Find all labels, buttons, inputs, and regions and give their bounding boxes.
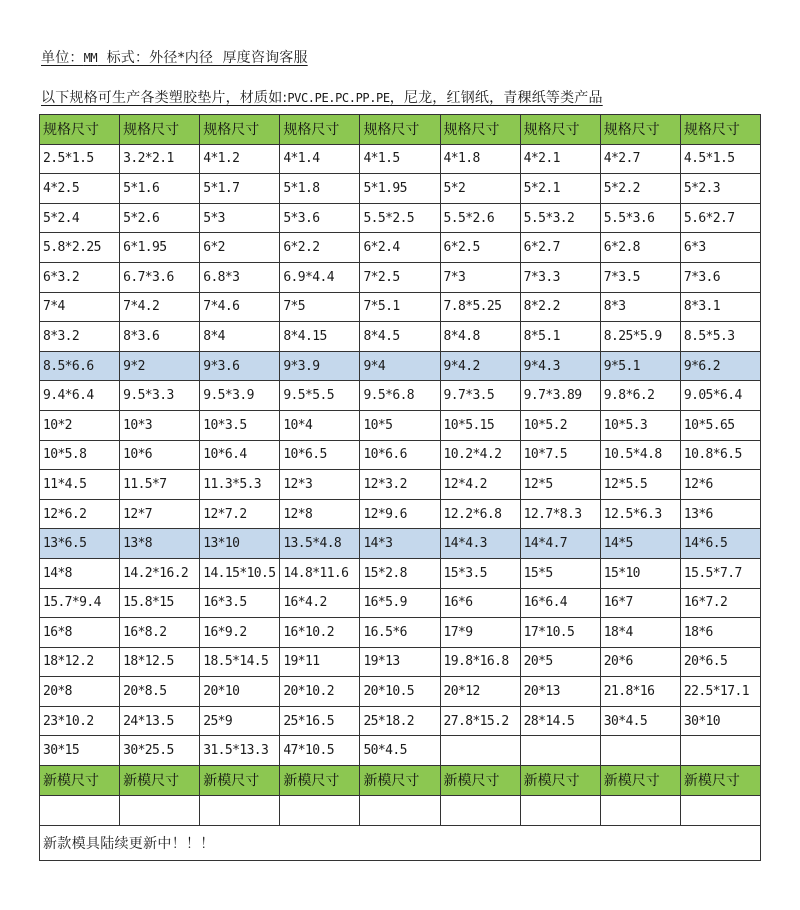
size-cell: 6*2.2 (280, 233, 360, 263)
size-cell: 8*4.15 (280, 322, 360, 352)
table-row (40, 647, 761, 677)
size-cell: 5.6*2.7 (680, 203, 760, 233)
size-cell: 30*15 (40, 736, 120, 766)
size-cell: 22.5*17.1 (680, 677, 760, 707)
size-cell: 20*8.5 (120, 677, 200, 707)
header-cell: 规格尺寸 (40, 115, 120, 145)
size-cell: 9.5*3.9 (200, 381, 280, 411)
size-cell: 6*2 (200, 233, 280, 263)
new-mold-row (40, 795, 761, 825)
size-cell: 25*16.5 (280, 706, 360, 736)
size-cell: 13*10 (200, 529, 280, 559)
table-row (40, 736, 761, 766)
size-cell: 30*25.5 (120, 736, 200, 766)
size-cell: 10*6.4 (200, 440, 280, 470)
header-cell: 规格尺寸 (200, 115, 280, 145)
size-cell: 14.15*10.5 (200, 558, 280, 588)
size-cell: 6*3.2 (40, 262, 120, 292)
size-cell: 50*4.5 (360, 736, 440, 766)
size-cell: 10.8*6.5 (680, 440, 760, 470)
size-cell: 20*12 (440, 677, 520, 707)
size-cell (680, 736, 760, 766)
table-row (40, 499, 761, 529)
table-row (40, 144, 761, 174)
size-cell: 6*1.95 (120, 233, 200, 263)
size-cell: 9.05*6.4 (680, 381, 760, 411)
size-cell: 20*10.5 (360, 677, 440, 707)
size-cell: 24*13.5 (120, 706, 200, 736)
size-cell: 4*2.5 (40, 174, 120, 204)
materials-list: PVC.PE.PC.PP.PE (287, 91, 390, 105)
size-cell: 12*8 (280, 499, 360, 529)
table-row (40, 677, 761, 707)
new-mold-header-cell: 新模尺寸 (600, 766, 680, 796)
size-cell: 9*4 (360, 351, 440, 381)
size-cell: 5*3 (200, 203, 280, 233)
size-cell: 7*5 (280, 292, 360, 322)
table-row (40, 322, 761, 352)
size-cell: 12*4.2 (440, 470, 520, 500)
size-cell: 30*10 (680, 706, 760, 736)
size-table-body (40, 115, 761, 861)
size-cell: 16*9.2 (200, 618, 280, 648)
size-cell: 7*4.2 (120, 292, 200, 322)
unit-note (41, 47, 308, 67)
new-mold-header-cell: 新模尺寸 (280, 766, 360, 796)
format-note: 标式：外径*内径 厚度咨询客服 (97, 50, 308, 66)
size-cell: 6*2.7 (520, 233, 600, 263)
new-mold-cell (280, 795, 360, 825)
size-cell: 15.5*7.7 (680, 558, 760, 588)
size-cell: 12*3.2 (360, 470, 440, 500)
size-cell: 5*2.6 (120, 203, 200, 233)
new-mold-header-cell: 新模尺寸 (120, 766, 200, 796)
size-cell: 18*4 (600, 618, 680, 648)
header-cell: 规格尺寸 (600, 115, 680, 145)
size-cell: 23*10.2 (40, 706, 120, 736)
size-cell: 11*4.5 (40, 470, 120, 500)
size-cell: 6.8*3 (200, 262, 280, 292)
size-cell: 7*4 (40, 292, 120, 322)
size-cell: 20*10 (200, 677, 280, 707)
size-cell: 6.7*3.6 (120, 262, 200, 292)
size-cell: 4*2.1 (520, 144, 600, 174)
size-cell: 11.5*7 (120, 470, 200, 500)
size-cell: 10*6.5 (280, 440, 360, 470)
size-cell: 7*4.6 (200, 292, 280, 322)
size-cell: 10*3 (120, 410, 200, 440)
table-row (40, 351, 761, 381)
new-mold-cell (200, 795, 280, 825)
table-row (40, 588, 761, 618)
size-cell: 5.5*2.5 (360, 203, 440, 233)
size-cell: 16*8.2 (120, 618, 200, 648)
new-mold-header-cell: 新模尺寸 (360, 766, 440, 796)
size-cell: 9.5*6.8 (360, 381, 440, 411)
size-cell: 10*5.15 (440, 410, 520, 440)
size-cell: 5.5*3.2 (520, 203, 600, 233)
size-cell: 12.5*6.3 (600, 499, 680, 529)
size-cell: 10*7.5 (520, 440, 600, 470)
size-cell: 5*2.3 (680, 174, 760, 204)
size-cell: 27.8*15.2 (440, 706, 520, 736)
size-cell: 20*5 (520, 647, 600, 677)
size-cell: 18.5*14.5 (200, 647, 280, 677)
size-cell (440, 736, 520, 766)
size-cell: 16*7 (600, 588, 680, 618)
size-cell: 4*1.2 (200, 144, 280, 174)
size-cell: 5*2.4 (40, 203, 120, 233)
materials-rest: ，尼龙，红钢纸，青稞纸等类产品 (389, 90, 603, 106)
size-cell: 9*4.2 (440, 351, 520, 381)
size-cell: 5.5*2.6 (440, 203, 520, 233)
size-cell: 15.7*9.4 (40, 588, 120, 618)
size-cell: 12.7*8.3 (520, 499, 600, 529)
size-cell: 4*2.7 (600, 144, 680, 174)
size-cell: 5.5*3.6 (600, 203, 680, 233)
size-cell: 12*7.2 (200, 499, 280, 529)
size-cell: 7*2.5 (360, 262, 440, 292)
size-cell: 5*1.7 (200, 174, 280, 204)
size-table (39, 114, 761, 861)
size-cell: 5*1.8 (280, 174, 360, 204)
size-cell: 16*5.9 (360, 588, 440, 618)
unit-prefix: 单位： (41, 50, 84, 66)
size-cell (600, 736, 680, 766)
size-cell: 9*3.6 (200, 351, 280, 381)
size-cell: 16*3.5 (200, 588, 280, 618)
size-cell: 10*4 (280, 410, 360, 440)
size-cell: 12*7 (120, 499, 200, 529)
size-cell: 16*6.4 (520, 588, 600, 618)
size-cell: 6.9*4.4 (280, 262, 360, 292)
size-cell: 16*10.2 (280, 618, 360, 648)
size-cell: 6*2.8 (600, 233, 680, 263)
size-cell: 8*4 (200, 322, 280, 352)
new-mold-header-cell: 新模尺寸 (520, 766, 600, 796)
size-cell: 12*5 (520, 470, 600, 500)
size-cell: 7*5.1 (360, 292, 440, 322)
unit-value: MM (83, 51, 98, 65)
header-cell: 规格尺寸 (360, 115, 440, 145)
table-row (40, 618, 761, 648)
size-cell: 9.7*3.5 (440, 381, 520, 411)
size-cell: 18*6 (680, 618, 760, 648)
size-cell: 10.5*4.8 (600, 440, 680, 470)
size-cell: 7.8*5.25 (440, 292, 520, 322)
size-cell: 7*3 (440, 262, 520, 292)
size-cell: 13.5*4.8 (280, 529, 360, 559)
size-cell: 10*5.8 (40, 440, 120, 470)
size-cell: 25*18.2 (360, 706, 440, 736)
size-cell: 8*4.5 (360, 322, 440, 352)
size-cell: 12*6.2 (40, 499, 120, 529)
size-cell: 20*8 (40, 677, 120, 707)
size-cell: 8*3.2 (40, 322, 120, 352)
header-cell: 规格尺寸 (520, 115, 600, 145)
size-cell: 14*6.5 (680, 529, 760, 559)
header-cell: 规格尺寸 (680, 115, 760, 145)
size-cell: 15.8*15 (120, 588, 200, 618)
size-cell: 6*2.5 (440, 233, 520, 263)
new-mold-header-cell: 新模尺寸 (440, 766, 520, 796)
size-cell: 9*3.9 (280, 351, 360, 381)
table-row (40, 558, 761, 588)
size-cell: 19.8*16.8 (440, 647, 520, 677)
size-cell: 21.8*16 (600, 677, 680, 707)
size-cell: 6*2.4 (360, 233, 440, 263)
size-cell: 17*10.5 (520, 618, 600, 648)
size-cell: 5*2.1 (520, 174, 600, 204)
size-cell: 8*3.6 (120, 322, 200, 352)
size-cell: 10*6.6 (360, 440, 440, 470)
size-cell: 9*6.2 (680, 351, 760, 381)
size-cell: 5*3.6 (280, 203, 360, 233)
size-cell: 10*5.2 (520, 410, 600, 440)
size-cell: 5*2 (440, 174, 520, 204)
size-cell: 9*5.1 (600, 351, 680, 381)
size-cell: 8*3 (600, 292, 680, 322)
table-row (40, 529, 761, 559)
size-cell: 4*1.4 (280, 144, 360, 174)
size-cell: 17*9 (440, 618, 520, 648)
size-cell: 12*5.5 (600, 470, 680, 500)
size-cell: 9.5*5.5 (280, 381, 360, 411)
size-cell: 11.3*5.3 (200, 470, 280, 500)
size-cell: 7*3.3 (520, 262, 600, 292)
new-mold-cell (520, 795, 600, 825)
size-cell: 16*4.2 (280, 588, 360, 618)
table-row (40, 706, 761, 736)
size-cell: 16*8 (40, 618, 120, 648)
size-cell: 20*13 (520, 677, 600, 707)
new-mold-cell (600, 795, 680, 825)
size-cell: 10*3.5 (200, 410, 280, 440)
table-row (40, 440, 761, 470)
table-row (40, 262, 761, 292)
size-cell: 30*4.5 (600, 706, 680, 736)
size-cell: 10.2*4.2 (440, 440, 520, 470)
size-cell: 8*3.1 (680, 292, 760, 322)
size-cell: 15*3.5 (440, 558, 520, 588)
size-cell: 47*10.5 (280, 736, 360, 766)
size-cell: 3.2*2.1 (120, 144, 200, 174)
size-cell: 12*3 (280, 470, 360, 500)
new-mold-cell (120, 795, 200, 825)
size-cell: 14*3 (360, 529, 440, 559)
size-cell: 8.5*5.3 (680, 322, 760, 352)
materials-note (41, 87, 603, 107)
size-cell: 5*1.6 (120, 174, 200, 204)
size-cell: 8.5*6.6 (40, 351, 120, 381)
size-cell: 8*4.8 (440, 322, 520, 352)
size-cell: 13*6 (680, 499, 760, 529)
header-cell: 规格尺寸 (440, 115, 520, 145)
size-cell: 31.5*13.3 (200, 736, 280, 766)
size-cell: 16.5*6 (360, 618, 440, 648)
size-cell: 20*6.5 (680, 647, 760, 677)
size-cell: 5*1.95 (360, 174, 440, 204)
size-cell: 14.2*16.2 (120, 558, 200, 588)
new-mold-cell (360, 795, 440, 825)
size-cell: 10*6 (120, 440, 200, 470)
new-mold-header-cell: 新模尺寸 (200, 766, 280, 796)
table-row (40, 410, 761, 440)
size-cell: 16*7.2 (680, 588, 760, 618)
size-cell: 9.5*3.3 (120, 381, 200, 411)
new-mold-header-cell: 新模尺寸 (680, 766, 760, 796)
size-cell: 25*9 (200, 706, 280, 736)
size-cell: 9.8*6.2 (600, 381, 680, 411)
header-cell: 规格尺寸 (120, 115, 200, 145)
size-cell: 8*2.2 (520, 292, 600, 322)
size-cell: 18*12.5 (120, 647, 200, 677)
new-mold-cell (40, 795, 120, 825)
size-cell: 10*5 (360, 410, 440, 440)
size-cell: 4*1.5 (360, 144, 440, 174)
size-cell: 28*14.5 (520, 706, 600, 736)
header-cell: 规格尺寸 (280, 115, 360, 145)
size-cell: 20*6 (600, 647, 680, 677)
size-cell: 14*4.7 (520, 529, 600, 559)
header-row (40, 115, 761, 145)
size-cell: 19*11 (280, 647, 360, 677)
size-cell: 14.8*11.6 (280, 558, 360, 588)
size-cell: 14*4.3 (440, 529, 520, 559)
size-cell: 5*2.2 (600, 174, 680, 204)
size-cell: 16*6 (440, 588, 520, 618)
size-cell: 9*2 (120, 351, 200, 381)
table-row (40, 203, 761, 233)
size-cell: 2.5*1.5 (40, 144, 120, 174)
size-cell: 14*8 (40, 558, 120, 588)
size-cell: 13*8 (120, 529, 200, 559)
new-mold-cell (680, 795, 760, 825)
size-cell: 7*3.6 (680, 262, 760, 292)
footer-row (40, 825, 761, 860)
size-cell: 15*2.8 (360, 558, 440, 588)
size-cell: 15*5 (520, 558, 600, 588)
size-cell: 7*3.5 (600, 262, 680, 292)
size-cell: 10*5.65 (680, 410, 760, 440)
size-cell: 8.25*5.9 (600, 322, 680, 352)
size-cell: 9.4*6.4 (40, 381, 120, 411)
size-cell: 4*1.8 (440, 144, 520, 174)
new-mold-header-row (40, 766, 761, 796)
size-cell: 12*6 (680, 470, 760, 500)
table-row (40, 174, 761, 204)
size-cell: 12*9.6 (360, 499, 440, 529)
new-mold-cell (440, 795, 520, 825)
table-row (40, 381, 761, 411)
size-cell: 18*12.2 (40, 647, 120, 677)
footer-note: 新款模具陆续更新中！！！ (40, 825, 761, 860)
size-cell: 9*4.3 (520, 351, 600, 381)
size-cell: 15*10 (600, 558, 680, 588)
size-cell: 12.2*6.8 (440, 499, 520, 529)
size-cell (520, 736, 600, 766)
size-cell: 13*6.5 (40, 529, 120, 559)
size-cell: 10*5.3 (600, 410, 680, 440)
size-cell: 6*3 (680, 233, 760, 263)
size-cell: 10*2 (40, 410, 120, 440)
size-cell: 19*13 (360, 647, 440, 677)
size-cell: 9.7*3.89 (520, 381, 600, 411)
size-cell: 5.8*2.25 (40, 233, 120, 263)
size-cell: 20*10.2 (280, 677, 360, 707)
materials-prefix: 以下规格可生产各类塑胶垫片，材质如: (41, 90, 288, 106)
size-cell: 8*5.1 (520, 322, 600, 352)
size-cell: 4.5*1.5 (680, 144, 760, 174)
new-mold-header-cell: 新模尺寸 (40, 766, 120, 796)
table-row (40, 233, 761, 263)
table-row (40, 470, 761, 500)
size-cell: 14*5 (600, 529, 680, 559)
table-row (40, 292, 761, 322)
